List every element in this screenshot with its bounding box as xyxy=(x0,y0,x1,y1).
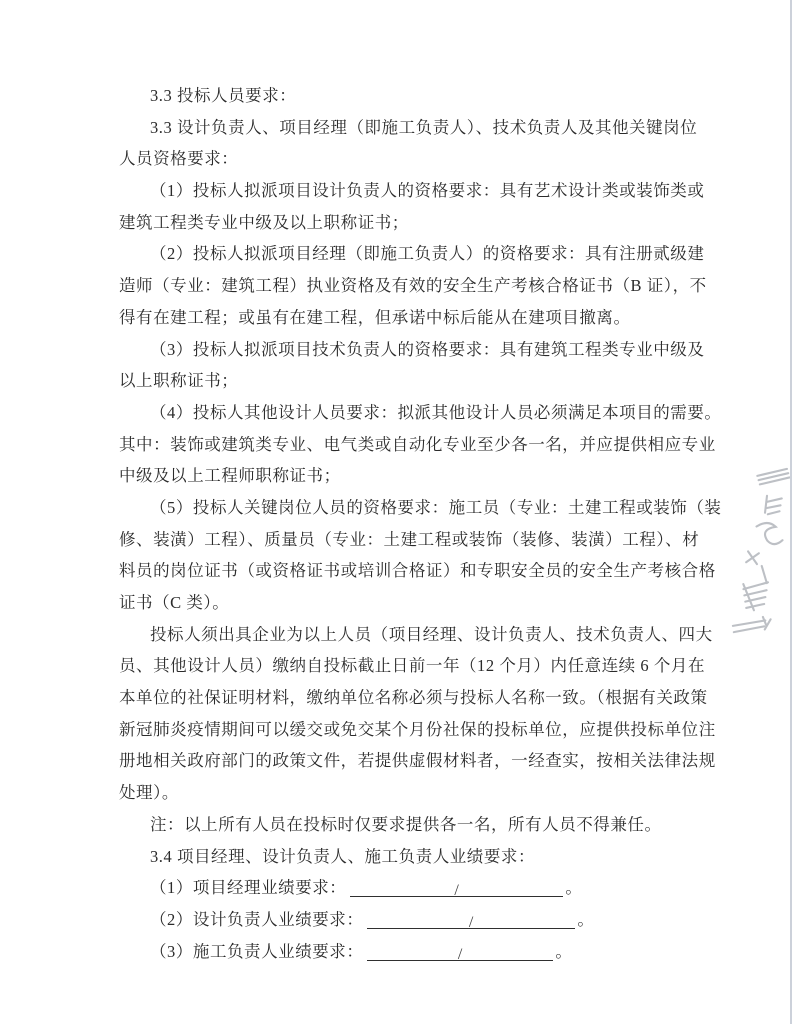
text-line: 建筑工程类专业中级及以上职称证书； xyxy=(119,212,409,232)
slash-mark: / xyxy=(468,913,474,931)
text-line: 本单位的社保证明材料，缴纳单位名称必须与投标人名称一致。（根据有关政策 xyxy=(119,688,708,708)
text-line: 料员的岗位证书（或资格证书或培训合格证）和专职安全员的安全生产考核合格 xyxy=(119,561,716,581)
text-line: （2）投标人拟派项目经理（即施工负责人）的资格要求：具有注册贰级建 xyxy=(150,244,705,264)
text-line: 人员资格要求： xyxy=(119,149,239,169)
blank-field-row xyxy=(119,904,697,936)
text-line: 3.3 设计负责人、项目经理（即施工负责人）、技术负责人及其他关键岗位 xyxy=(150,117,698,137)
text-line: 得有在建工程；或虽有在建工程，但承诺中标后能从在建项目撤离。 xyxy=(119,307,631,327)
blank-field-label: （1）项目经理业绩要求： xyxy=(150,878,347,898)
text-line: 册地相关政府部门的政策文件，若提供虚假材料者，一经查实，按相关法律法规 xyxy=(119,751,716,771)
note-line: 注：以上所有人员在投标时仅要求提供各一名，所有人员不得兼任。 xyxy=(150,814,662,834)
blank-field-label: （2）设计负责人业绩要求： xyxy=(150,909,364,929)
fill-in-underline xyxy=(367,908,575,929)
text-line: 投标人须出具企业为以上人员（项目经理、设计负责人、技术负责人、四大 xyxy=(150,624,713,644)
text-line: 处理）。 xyxy=(119,783,179,803)
text-line: （4）投标人其他设计人员要求：拟派其他设计人员必须满足本项目的需要。 xyxy=(150,402,722,422)
scan-page-edge xyxy=(790,0,792,1024)
text-line: （1）投标人拟派项目设计负责人的资格要求：具有艺术设计类或装饰类或 xyxy=(150,181,705,201)
document-body xyxy=(119,80,722,967)
text-line: 以上职称证书； xyxy=(119,371,239,391)
section-heading-3-3: 3.3 投标人员要求： xyxy=(150,86,297,105)
text-line: 造师（专业：建筑工程）执业资格及有效的安全生产考核合格证书（B 证），不 xyxy=(119,276,707,296)
blank-field-period: 。 xyxy=(565,878,583,898)
blank-field-label: （3）施工负责人业绩要求： xyxy=(150,941,364,961)
text-line: 证书（C 类）。 xyxy=(119,593,230,612)
text-line: （3）投标人拟派项目技术负责人的资格要求：具有建筑工程类专业中级及 xyxy=(150,339,705,359)
fill-in-underline xyxy=(350,876,563,900)
text-line: 员、其他设计人员）缴纳自投标截止日前一年（12 个月）内任意连续 6 个月在 xyxy=(119,656,706,676)
slash-mark: / xyxy=(457,945,463,963)
text-line: 中级及以上工程师职称证书； xyxy=(119,466,341,486)
section-heading-3-4: 3.4 项目经理、设计负责人、施工负责人业绩要求： xyxy=(150,846,535,866)
blank-field-period: 。 xyxy=(577,909,595,929)
text-line: 新冠肺炎疫情期间可以缓交或免交某个月份社保的投标单位，应提供投标单位注 xyxy=(119,719,716,739)
text-line: 修、装潢）工程）、质量员（专业：土建工程或装饰（装修、装潢）工程）、材 xyxy=(119,529,700,549)
handwritten-scribble-icon xyxy=(720,455,793,651)
slash-mark: / xyxy=(454,882,460,900)
fill-in-underline xyxy=(367,940,553,961)
text-line: 其中：装饰或建筑类专业、电气类或自动化专业至少各一名，并应提供相应专业 xyxy=(119,434,716,454)
blank-field-row xyxy=(119,872,697,904)
text-line: （5）投标人关键岗位人员的资格要求：施工员（专业：土建工程或装饰（装 xyxy=(150,497,722,517)
blank-field-row xyxy=(119,936,697,968)
blank-field-period: 。 xyxy=(555,941,573,961)
